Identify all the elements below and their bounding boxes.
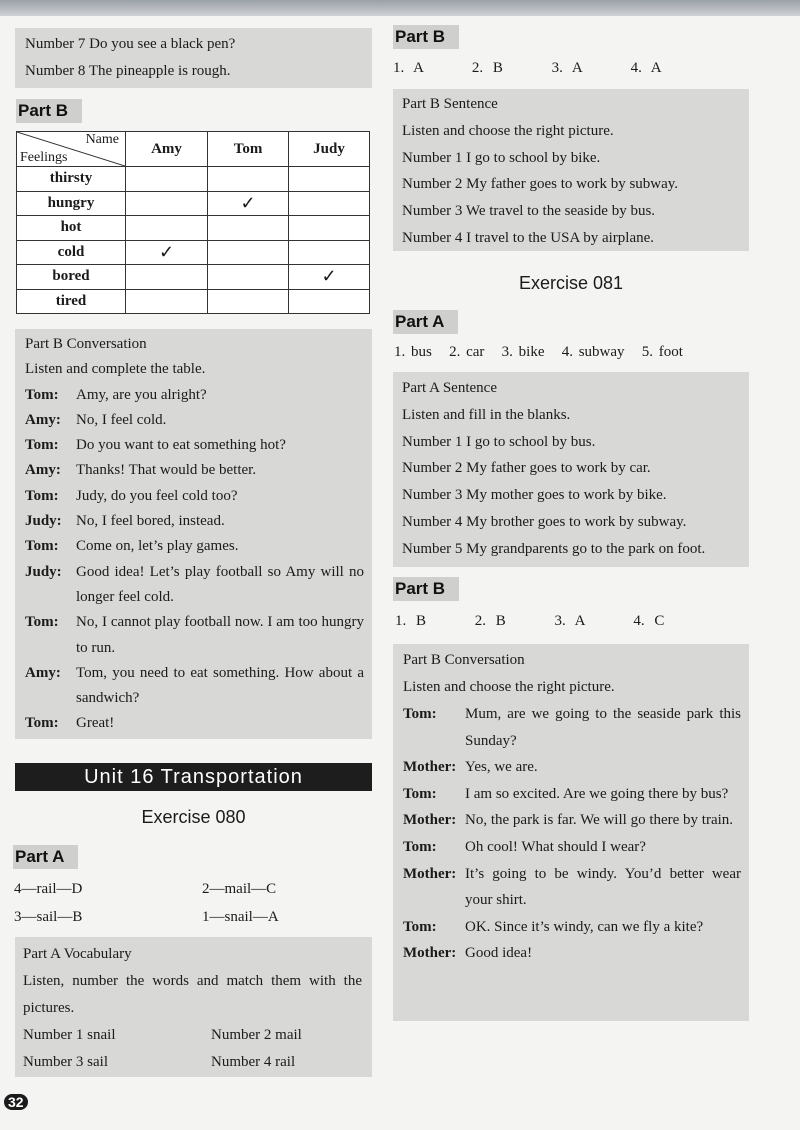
sentence-line: Number 5 My grandparents go to the park on foot.	[402, 540, 706, 557]
match-answer: 1—snail—A	[202, 909, 279, 925]
mark-cell	[289, 289, 370, 314]
dialogue-line	[403, 834, 741, 861]
mark-cell	[289, 216, 370, 241]
sentence-line: Part A Sentence	[402, 380, 497, 396]
part-b-header-right	[393, 25, 459, 49]
speaker-label: Tom:	[403, 838, 437, 855]
dialogue-line	[403, 940, 741, 967]
dialogue-text: Thanks! That would be better.	[76, 462, 257, 479]
dialogue-line	[25, 509, 364, 534]
part-b-label: Part B	[393, 25, 459, 49]
corner-name-label: Name	[85, 132, 119, 147]
speaker-label: Mother:	[403, 945, 457, 962]
sentence-line: Number 7 Do you see a black pen?	[25, 36, 236, 52]
mark-cell	[126, 289, 208, 314]
part-b2-header	[393, 577, 459, 601]
part-b-label: Part B	[393, 577, 459, 601]
speaker-label: Judy:	[25, 563, 62, 580]
dialogue-line	[25, 433, 364, 458]
part-a-label: Part A	[13, 845, 78, 869]
mark-cell	[126, 191, 208, 216]
table-row	[17, 191, 370, 216]
dialogue-line	[25, 560, 364, 611]
speaker-label: Tom:	[25, 715, 59, 732]
dialogue-line	[25, 661, 364, 712]
conversation-box-right	[393, 644, 749, 1021]
speaker-label: Mother:	[403, 865, 457, 882]
dialogue-line	[25, 408, 364, 433]
dialogue-text: Mum, are we going to the seaside park this Sunday?	[465, 706, 741, 749]
part-b-label: Part B	[16, 99, 82, 123]
mark-cell	[126, 265, 208, 290]
dialogue-text: No, I feel bored, instead.	[76, 513, 225, 530]
mark-cell	[208, 265, 289, 290]
vocab-item: Number 4 rail	[211, 1054, 296, 1070]
speaker-label: Judy:	[25, 513, 62, 530]
dialogue-text: No, the park is far. We will go there by train.	[465, 812, 734, 829]
sentence-line: Number 3 My mother goes to work by bike.	[402, 487, 667, 504]
mark-cell	[208, 167, 289, 192]
dialogue-line	[25, 484, 364, 509]
dialogue-line	[25, 711, 364, 736]
vocab-title: Part A Vocabulary	[23, 946, 132, 962]
dialogue-text: Oh cool! What should I wear?	[465, 838, 646, 855]
sentence-line: Number 1 I go to school by bus.	[402, 433, 596, 450]
dialogue-line	[403, 861, 741, 914]
mark-cell	[289, 240, 370, 265]
column-header: Tom	[208, 132, 289, 167]
feeling-cell: hungry	[17, 191, 126, 216]
dialogue-line	[25, 534, 364, 559]
dialogue-text: Tom, you need to eat something. How about a sandwich?	[76, 664, 364, 707]
dialogue-text: Yes, we are.	[465, 759, 538, 776]
speaker-label: Mother:	[403, 812, 457, 829]
top-band	[0, 0, 800, 16]
vocab-item: Number 2 mail	[211, 1027, 302, 1043]
sentence-line: Listen and choose the right picture.	[402, 122, 614, 139]
speaker-label: Tom:	[25, 538, 59, 555]
exercise-title: Exercise 080	[141, 807, 246, 827]
unit-title: Unit 16 Transportation	[15, 763, 372, 791]
speaker-label: Amy:	[25, 411, 61, 428]
dialogue-text: Come on, let’s play games.	[76, 538, 239, 555]
answers-line: 1. B 2. B 3. A 4. C	[395, 613, 665, 629]
mark-cell: ✓	[208, 191, 289, 216]
feelings-table	[16, 131, 370, 314]
dialogue-text: It’s going to be windy. You’d better wear your shirt.	[465, 865, 741, 909]
dialogue-text: Amy, are you alright?	[76, 386, 207, 403]
feeling-cell: hot	[17, 216, 126, 241]
vocab-item: Number 3 sail	[23, 1054, 108, 1070]
sentence-box	[393, 89, 749, 251]
vocab-item: Number 1 snail	[23, 1027, 116, 1043]
feeling-cell: thirsty	[17, 167, 126, 192]
dialogue-text: Do you want to eat something hot?	[76, 437, 286, 454]
match-answer: 3—sail—B	[14, 909, 83, 925]
table-corner	[17, 132, 126, 167]
match-answer: 4—rail—D	[14, 881, 83, 897]
dialogue-text: Good idea!	[465, 945, 533, 962]
dialogue-text: No, I feel cold.	[76, 411, 167, 428]
dialogue-line	[403, 701, 741, 754]
conversation-box	[15, 329, 372, 739]
page-number	[4, 1094, 28, 1110]
part-a-header-right	[393, 310, 458, 334]
mark-cell	[208, 240, 289, 265]
speaker-label: Mother:	[403, 759, 457, 776]
speaker-label: Tom:	[403, 706, 437, 722]
part-a-label: Part A	[393, 310, 458, 334]
feeling-cell: tired	[17, 289, 126, 314]
dialogue-line	[25, 383, 364, 408]
table-row	[17, 216, 370, 241]
dialogue-line	[25, 458, 364, 483]
dialogue-text: No, I cannot play football now. I am too hungry to run.	[76, 614, 364, 656]
feeling-cell: bored	[17, 265, 126, 290]
match-answer: 2—mail—C	[202, 881, 277, 897]
dialogue-text: Good idea! Let’s play football so Amy will no longer feel cold.	[76, 563, 364, 605]
sentence-line: Listen and fill in the blanks.	[402, 406, 571, 423]
sentence-line: Number 2 My father goes to work by car.	[402, 460, 651, 477]
speaker-label: Amy:	[25, 664, 61, 681]
part-a-header	[13, 845, 78, 869]
speaker-label: Tom:	[25, 614, 59, 631]
speaker-label: Tom:	[403, 785, 437, 802]
dialogue-line	[25, 610, 364, 661]
dialogue-line	[403, 807, 741, 834]
feeling-cell: cold	[17, 240, 126, 265]
speaker-label: Tom:	[403, 918, 437, 935]
conversation-title: Part B Conversation	[25, 336, 147, 352]
dialogue-text: OK. Since it’s windy, can we fly a kite?	[465, 918, 704, 935]
top-sentence-box	[15, 28, 372, 88]
sentence-line: Number 2 My father goes to work by subway.	[402, 176, 679, 193]
sentence-a-box	[393, 372, 749, 567]
conversation-instruction: Listen and complete the table.	[25, 361, 206, 378]
sentence-line: Part B Sentence	[402, 96, 498, 112]
table-row	[17, 240, 370, 265]
sentence-line: Number 4 I travel to the USA by airplane.	[402, 229, 655, 246]
speaker-label: Amy:	[25, 462, 61, 479]
vocabulary-box	[15, 937, 372, 1077]
exercise-title: Exercise 081	[518, 273, 624, 293]
speaker-label: Tom:	[25, 487, 59, 504]
mark-cell: ✓	[126, 240, 208, 265]
sentence-line: Number 4 My brother goes to work by subway.	[402, 513, 687, 530]
conversation-instruction: Listen and choose the right picture.	[403, 679, 615, 695]
dialogue-line	[403, 781, 741, 808]
sentence-line: Number 3 We travel to the seaside by bus.	[402, 203, 656, 220]
speaker-label: Tom:	[25, 437, 59, 454]
answers-line: 1. bus 2. car 3. bike 4. subway 5. foot	[394, 344, 683, 360]
dialogue-line	[403, 754, 741, 781]
dialogue-text: Great!	[76, 715, 115, 732]
column-header: Amy	[126, 132, 208, 167]
answers-line: 1. A 2. B 3. A 4. A	[393, 60, 662, 76]
corner-feelings-label: Feelings	[20, 150, 68, 165]
speaker-label: Tom:	[25, 386, 59, 403]
vocab-instruction: Listen, number the words and match them with the pictures.	[23, 973, 362, 1016]
dialogue-text: Judy, do you feel cold too?	[76, 487, 238, 504]
mark-cell: ✓	[289, 265, 370, 290]
mark-cell	[289, 191, 370, 216]
mark-cell	[126, 167, 208, 192]
table-row	[17, 167, 370, 192]
dialogue-text: I am so excited. Are we going there by bus?	[465, 785, 729, 802]
dialogue-line	[403, 914, 741, 941]
mark-cell	[289, 167, 370, 192]
table-row	[17, 289, 370, 314]
conversation-title: Part B Conversation	[403, 652, 525, 668]
mark-cell	[208, 289, 289, 314]
sentence-line: Number 1 I go to school by bike.	[402, 149, 601, 166]
part-b-header	[16, 99, 82, 123]
mark-cell	[126, 216, 208, 241]
sentence-line: Number 8 The pineapple is rough.	[25, 62, 231, 79]
mark-cell	[208, 216, 289, 241]
table-row	[17, 265, 370, 290]
page-number-label: 32	[4, 1094, 28, 1110]
column-header: Judy	[289, 132, 370, 167]
